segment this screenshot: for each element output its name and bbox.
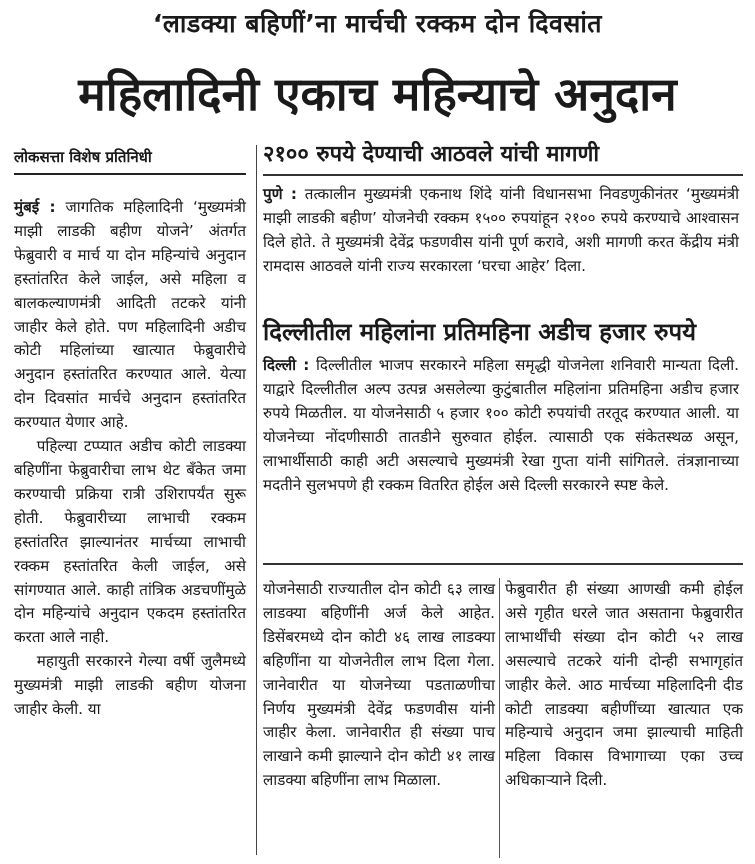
story1-text: तत्कालीन मुख्यमंत्री एकनाथ शिंदे यांनी विधानसभा निवडणुकीनंतर ‘मुख्यमंत्री माझी लाडकी बहीण’ योजनेची रक्कम १५०० रुपयांहून २१०० रुपये करण्याचे आश्वासन दिले होते. ते मुख्यमंत्री देवेंद्र फडणवीस यांनी पूर्ण करावे, अशी मागणी करत केंद्रीय मंत्री रामदास आठवले यांनी राज्य सरकारला ‘घरचा आहेर’ दिला. [263, 185, 740, 275]
lead-story-column [14, 196, 246, 722]
lead-paragraph-3: महायुती सरकारने गेल्या वर्षी जुलैमध्ये मुख्यमंत्री माझी लाडकी बहीण योजना जाहीर केली. या [14, 652, 246, 719]
lead-paragraph-2: पहिल्या टप्प्यात अडीच कोटी लाडक्या बहिणींना फेब्रुवारीचा लाभ थेट बँकेत जमा करण्याची प्रक्रिया रात्री उशिरापर्यंत सुरू होती. फेब्रुवारीच्या लाभाची रक्कम हस्तांतरित झाल्यानंतर मार्चच्या लाभाची रक्कम हस्तांतरित केली जाईल, असे सांगण्यात आले. काही तांत्रिक अडचणींमुळे दोन महिन्यांचे अनुदान एकदम हस्तांतरित करता आले नाही. [14, 437, 246, 647]
continued-column-2: योजनेसाठी राज्यातील दोन कोटी ६३ लाख लाडक्या बहिणींनी अर्ज केले आहेत. डिसेंबरमध्ये दोन कोटी ४६ लाख लाडक्या बहिणींना या योजनेतील लाभ दिला गेला. जानेवारीत या योजनेच्या पडताळणीचा निर्णय मुख्यमंत्री देवेंद्र फडणवीस यांनी जाहीर केला. जानेवारीत ही संख्या पाच लाखाने कमी झाल्याने दोन कोटी ४१ लाख लाडक्या बहिणींना लाभ मिळाला. [263, 580, 495, 790]
story2-body [263, 354, 739, 497]
lead-paragraph-1-text: जागतिक महिलादिनी ‘मुख्यमंत्री माझी लाडकी बहीण योजने’ अंतर्गत फेब्रुवारी व मार्च या दोन महिन्यांचे अनुदान हस्तांतरित केले जाईल, असे महिला व बालकल्याणमंत्री आदिती तटकरे यांनी जाहीर केले होते. पण महिलादिनी अडीच कोटी महिलांच्या खात्यात फेब्रुवारीचे अनुदान हस्तांतरित करण्यात आले. येत्या दोन दिवसांत मार्चचे अनुदान हस्तांतरित करण्यात येणार आहे. [14, 198, 246, 432]
lead-paragraph-1 [14, 196, 246, 435]
main-headline: महिलादिनी एकाच महिन्याचे अनुदान [78, 67, 677, 121]
story1-body [263, 183, 739, 279]
dateline-delhi: दिल्ली : [263, 356, 310, 374]
continued-column-3: फेब्रुवारीत ही संख्या आणखी कमी होईल असे गृहीत धरले जात असताना फेब्रुवारीत लाभार्थींची संख्या दोन कोटी ५२ लाख असल्याचे तटकरे यांनी दोन्ही सभागृहांत जाहीर केले. आठ मार्चच्या महिलादिनी दीड कोटी लाडक्या बहीणींच्या खात्यात एक महिन्याचे अनुदान जमा झाल्याची माहिती महिला विकास विभागाच्या एका उच्च अधिकाऱ्याने दिली. [505, 580, 743, 790]
kicker-headline: ‘लाडक्या बहिणीं’ना मार्चची रक्कम दोन दिवसांत [152, 9, 603, 38]
column-divider [256, 145, 257, 855]
story2-text: दिल्लीतील भाजप सरकारने महिला समृद्धी योजनेला शनिवारी मान्यता दिली. याद्वारे दिल्लीतील अल्प उत्पन्न असलेल्या कुटुंबातील महिलांना प्रतिमहिना अडीच हजार रुपये मिळतील. या योजनेसाठी ५ हजार १०० कोटी रुपयांची तरतूद करण्यात आली. या योजनेच्या नोंदणीसाठी तातडीने सुरुवात होईल. त्यासाठी एक संकेतस्थळ असून, लाभार्थीसाठी काही अटी असल्याचे मुख्यमंत्री रेखा गुप्ता यांनी सांगितले. तंत्रज्ञानाच्या मदतीने सुलभपणे ही रक्कम वितरित होईल असे दिल्ली सरकारने स्पष्ट केले. [263, 356, 740, 494]
story2-heading: दिल्लीतील महिलांना प्रतिमहिना अडीच हजार रुपये [263, 318, 697, 346]
byline: लोकसत्ता विशेष प्रतिनिधी [14, 147, 246, 175]
story1-heading: २१०० रुपये देण्याची आठवले यांची मागणी [263, 140, 743, 176]
column-divider-2 [499, 578, 500, 858]
dateline-mumbai: मुंबई : [14, 198, 56, 216]
dateline-pune: पुणे : [263, 185, 297, 203]
section-divider [263, 563, 743, 565]
